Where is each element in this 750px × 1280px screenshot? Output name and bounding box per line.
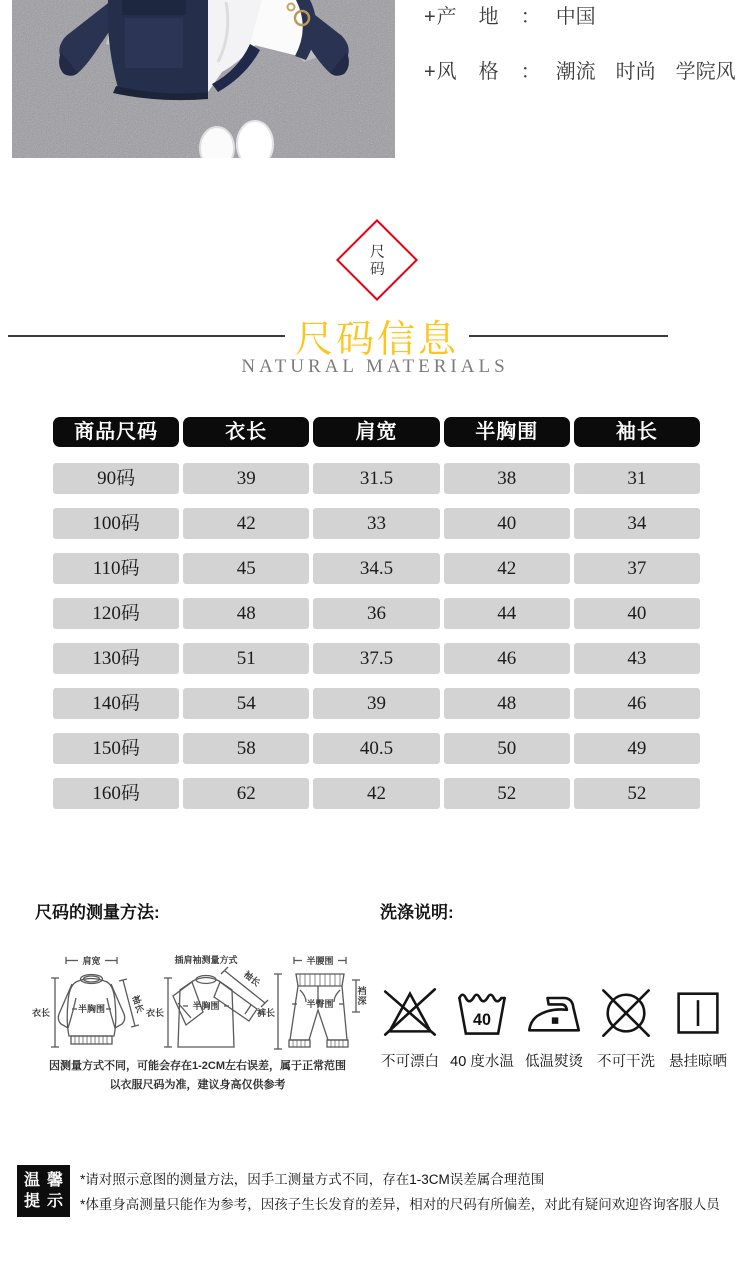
attribute-style-value: 潮流 时尚 学院风: [555, 61, 736, 83]
table-cell: 42: [313, 778, 439, 809]
sweater-length-label: 衣长: [31, 1008, 51, 1018]
section-title-row: [8, 308, 742, 363]
table-cell: 51: [183, 643, 309, 674]
table-cell: 120码: [53, 598, 179, 629]
table-row: [53, 463, 700, 494]
pants-length-label: 裤长: [256, 1008, 276, 1018]
table-cell: 43: [574, 643, 700, 674]
wash-label: 不可漂白: [381, 1054, 439, 1070]
wash-label: 悬挂晾晒: [669, 1054, 727, 1070]
wash-icons-row: [374, 984, 738, 1071]
table-cell: 39: [313, 688, 439, 719]
table-cell: 46: [574, 688, 700, 719]
wash-item-hang-dry: [662, 984, 734, 1071]
notice-notes: [80, 1167, 740, 1217]
table-cell: 49: [574, 733, 700, 764]
size-badge-label: 尺码: [369, 243, 385, 277]
raglan-sleeve-label: 袖长: [241, 969, 263, 989]
measure-method-title: 尺码的测量方法:: [35, 903, 160, 922]
wash-item-no-bleach: [374, 984, 446, 1071]
wash-label: 不可干洗: [597, 1054, 655, 1070]
table-row: [53, 778, 700, 809]
no-bleach-icon: [382, 984, 438, 1040]
title-divider-left: [8, 335, 285, 337]
table-cell: 36: [313, 598, 439, 629]
product-attributes: [424, 4, 744, 114]
wash-temp-value: 40: [473, 1010, 491, 1029]
attribute-style: [424, 59, 744, 85]
table-row: [53, 508, 700, 539]
section-subtitle: NATURAL MATERIALS: [241, 356, 509, 377]
table-cell: 45: [183, 553, 309, 584]
garment-measure-diagrams: [28, 952, 368, 1057]
table-cell: 33: [313, 508, 439, 539]
measure-note-1: 因测量方式不同，可能会存在1-2CM左右误差，属于正常范围: [48, 1060, 346, 1072]
wash-label: 40 度水温: [450, 1054, 514, 1070]
warm-tips-line-2: 提示: [24, 1193, 71, 1210]
table-cell: 39: [183, 463, 309, 494]
table-cell: 40.5: [313, 733, 439, 764]
table-cell: 58: [183, 733, 309, 764]
table-cell: 110码: [53, 553, 179, 584]
table-row: [53, 643, 700, 674]
table-row: [53, 733, 700, 764]
table-cell: 40: [574, 598, 700, 629]
warm-tips-badge: [17, 1165, 70, 1217]
wash-item-temp: [446, 984, 518, 1071]
table-cell: 50: [444, 733, 570, 764]
table-cell: 37: [574, 553, 700, 584]
no-dryclean-icon: [598, 984, 654, 1040]
sweater-chest-label: 半胸围: [77, 1004, 106, 1014]
table-header-cell: 商品尺码: [53, 417, 179, 447]
table-cell: 34.5: [313, 553, 439, 584]
table-cell: 62: [183, 778, 309, 809]
attribute-origin-value: 中国: [555, 6, 596, 28]
jacket-photo-illustration: [12, 0, 395, 158]
raglan-title-label: 插肩袖测量方式: [174, 955, 238, 965]
table-cell: 34: [574, 508, 700, 539]
table-cell: 46: [444, 643, 570, 674]
wash-instructions-title: 洗涤说明:: [380, 903, 454, 922]
attribute-style-label: +风 格 ：: [424, 61, 542, 83]
product-photo: [12, 0, 395, 158]
measure-note-2: 以衣服尺码为准，建议身高仅供参考: [109, 1079, 286, 1091]
pants-rise-label-2: 深: [357, 996, 367, 1006]
pants-waist-label: 半腰围: [306, 956, 334, 966]
wash-temp-40-icon: [454, 984, 510, 1040]
size-table: [53, 417, 700, 823]
pants-rise-label-1: 裆: [357, 986, 367, 996]
table-cell: 31.5: [313, 463, 439, 494]
table-cell: 37.5: [313, 643, 439, 674]
table-header-cell: 半胸围: [444, 417, 570, 447]
warm-tips-line-1: 温馨: [24, 1172, 71, 1189]
table-header-row: [53, 417, 700, 447]
table-cell: 40: [444, 508, 570, 539]
measurement-diagrams: [28, 952, 368, 1062]
table-cell: 31: [574, 463, 700, 494]
table-cell: 52: [574, 778, 700, 809]
table-cell: 100码: [53, 508, 179, 539]
pants-hip-label: 半臀围: [306, 999, 334, 1009]
table-cell: 48: [444, 688, 570, 719]
table-cell: 38: [444, 463, 570, 494]
iron-low-icon: [526, 984, 582, 1040]
raglan-chest-label: 半胸围: [192, 1001, 220, 1011]
table-header-cell: 肩宽: [313, 417, 439, 447]
attribute-origin-label: +产 地 ：: [424, 6, 542, 28]
notice-note-2: *体重身高测量只能作为参考，因孩子生长发育的差异，相对的尺码有所偏差，对此有疑问欢迎咨询客服人员: [80, 1197, 720, 1212]
table-cell: 130码: [53, 643, 179, 674]
table-cell: 160码: [53, 778, 179, 809]
sweater-diagram: [51, 957, 139, 1047]
table-row: [53, 688, 700, 719]
size-diamond-badge: [336, 219, 418, 301]
table-cell: 52: [444, 778, 570, 809]
table-header-cell: 衣长: [183, 417, 309, 447]
table-row: [53, 598, 700, 629]
title-divider-right: [469, 335, 668, 337]
table-cell: 48: [183, 598, 309, 629]
raglan-length-label: 衣长: [145, 1008, 165, 1018]
hang-dry-icon: [670, 984, 726, 1040]
wash-label: 低温熨烫: [525, 1054, 583, 1070]
table-header-cell: 袖长: [574, 417, 700, 447]
table-cell: 54: [183, 688, 309, 719]
sweater-shoulder-label: 肩宽: [82, 956, 101, 966]
attribute-origin: [424, 4, 744, 30]
wash-item-no-dryclean: [590, 984, 662, 1071]
table-cell: 90码: [53, 463, 179, 494]
table-cell: 140码: [53, 688, 179, 719]
notice-note-1: *请对照示意图的测量方法，因手工测量方式不同，存在1-3CM误差属合理范围: [80, 1172, 545, 1187]
wash-item-iron: [518, 984, 590, 1071]
sweater-sleeve-label: 袖长: [130, 993, 146, 1015]
table-row: [53, 553, 700, 584]
section-title: 尺码信息: [295, 319, 460, 361]
table-cell: 150码: [53, 733, 179, 764]
measure-notes: [30, 1057, 365, 1095]
table-cell: 42: [183, 508, 309, 539]
table-cell: 42: [444, 553, 570, 584]
table-cell: 44: [444, 598, 570, 629]
